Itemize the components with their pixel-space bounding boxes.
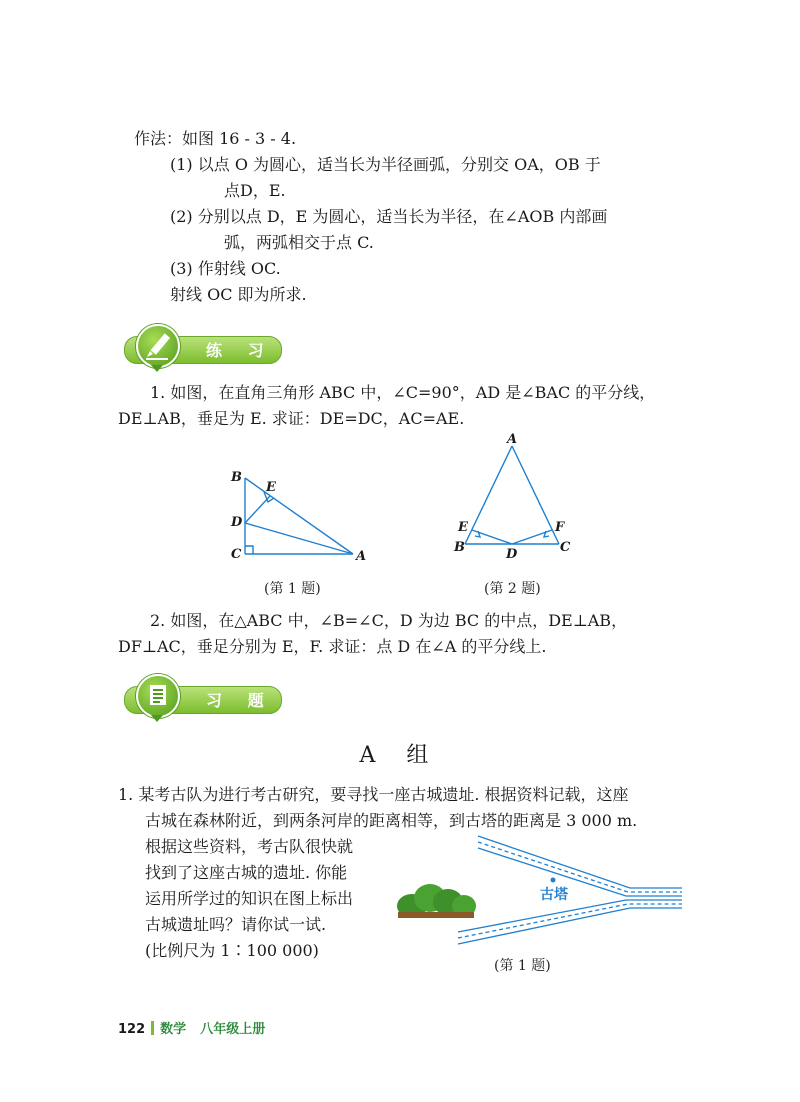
exercise-1-line-5: 运用所学过的知识在图上标出 (145, 889, 354, 908)
footer-divider (151, 1021, 154, 1035)
badge-pointer (151, 365, 163, 372)
fig1-label-e: E (266, 480, 276, 495)
practice-question-2-cont: DF⊥AC，垂足分别为 E，F. 求证：点 D 在∠A 的平分线上. (118, 637, 547, 656)
map-caption: (第 1 题) (494, 958, 551, 974)
badge-pointer (151, 715, 163, 722)
method-intro: 作法：如图 16 - 3 - 4. (134, 129, 297, 148)
practice-badge-label: 练 习 (206, 341, 274, 360)
exercise-1-line-6: 古城遗址吗？请你试一试. (145, 915, 327, 934)
method-step-1-cont: 点D，E. (224, 181, 286, 200)
figure-1-right-triangle (225, 468, 365, 568)
fig2-label-a: A (507, 432, 518, 447)
method-step-2-cont: 弧，两弧相交于点 C. (224, 233, 374, 252)
fig1-label-a: A (356, 549, 367, 564)
method-step-1: (1) 以点 O 为圆心，适当长为半径画弧，分别交 OA，OB 于 (170, 155, 601, 174)
fig1-label-d: D (231, 515, 243, 530)
fig2-label-e: E (458, 520, 468, 535)
footer-subject: 数学 (160, 1022, 187, 1037)
method-step-3: (3) 作射线 OC. (170, 259, 281, 278)
forest-icon (397, 884, 476, 918)
exercise-1-line-4: 找到了这座古城的遗址. 你能 (145, 863, 348, 882)
fig2-label-d: D (506, 547, 518, 562)
fig1-label-b: B (231, 470, 242, 485)
fig2-label-b: B (454, 540, 465, 555)
fig1-label-c: C (231, 547, 242, 562)
practice-badge (118, 330, 278, 366)
notebook-icon (136, 674, 180, 718)
page-footer (118, 1018, 265, 1037)
exercise-1-line-3: 根据这些资料，考古队很快就 (145, 837, 354, 856)
footer-grade: 八年级上册 (200, 1022, 266, 1037)
practice-question-1: 1. 如图，在直角三角形 ABC 中，∠C=90°，AD 是∠BAC 的平分线， (150, 383, 656, 402)
figure-2-caption: (第 2 题) (484, 581, 541, 597)
practice-question-2: 2. 如图，在△ABC 中，∠B=∠C，D 为边 BC 的中点，DE⊥AB， (150, 611, 628, 630)
fig2-label-c: C (560, 540, 571, 555)
method-step-2: (2) 分别以点 D，E 为圆心，适当长为半径，在∠AOB 内部画 (170, 207, 608, 226)
group-a-title: A 组 (359, 743, 441, 768)
pencil-icon (136, 324, 180, 368)
exercises-badge-label: 习 题 (206, 691, 274, 710)
map-tower-label: 古塔 (540, 887, 568, 903)
practice-question-1-cont: DE⊥AB，垂足为 E. 求证：DE=DC，AC=AE. (118, 409, 465, 428)
figure-1-caption: (第 1 题) (264, 581, 321, 597)
exercise-1-line-7: (比例尺为 1∶100 000) (145, 941, 319, 960)
fig2-label-f: F (555, 520, 565, 535)
method-conclusion: 射线 OC 即为所求. (170, 285, 307, 304)
exercises-badge (118, 680, 278, 716)
exercise-1: 1. 某考古队为进行考古研究，要寻找一座古城遗址. 根据资料记载，这座 (118, 785, 629, 804)
page-number: 122 (118, 1022, 146, 1037)
tower-marker (551, 878, 556, 883)
exercise-1-line-2: 古城在森林附近，到两条河岸的距离相等，到古塔的距离是 3 000 m. (145, 811, 638, 830)
